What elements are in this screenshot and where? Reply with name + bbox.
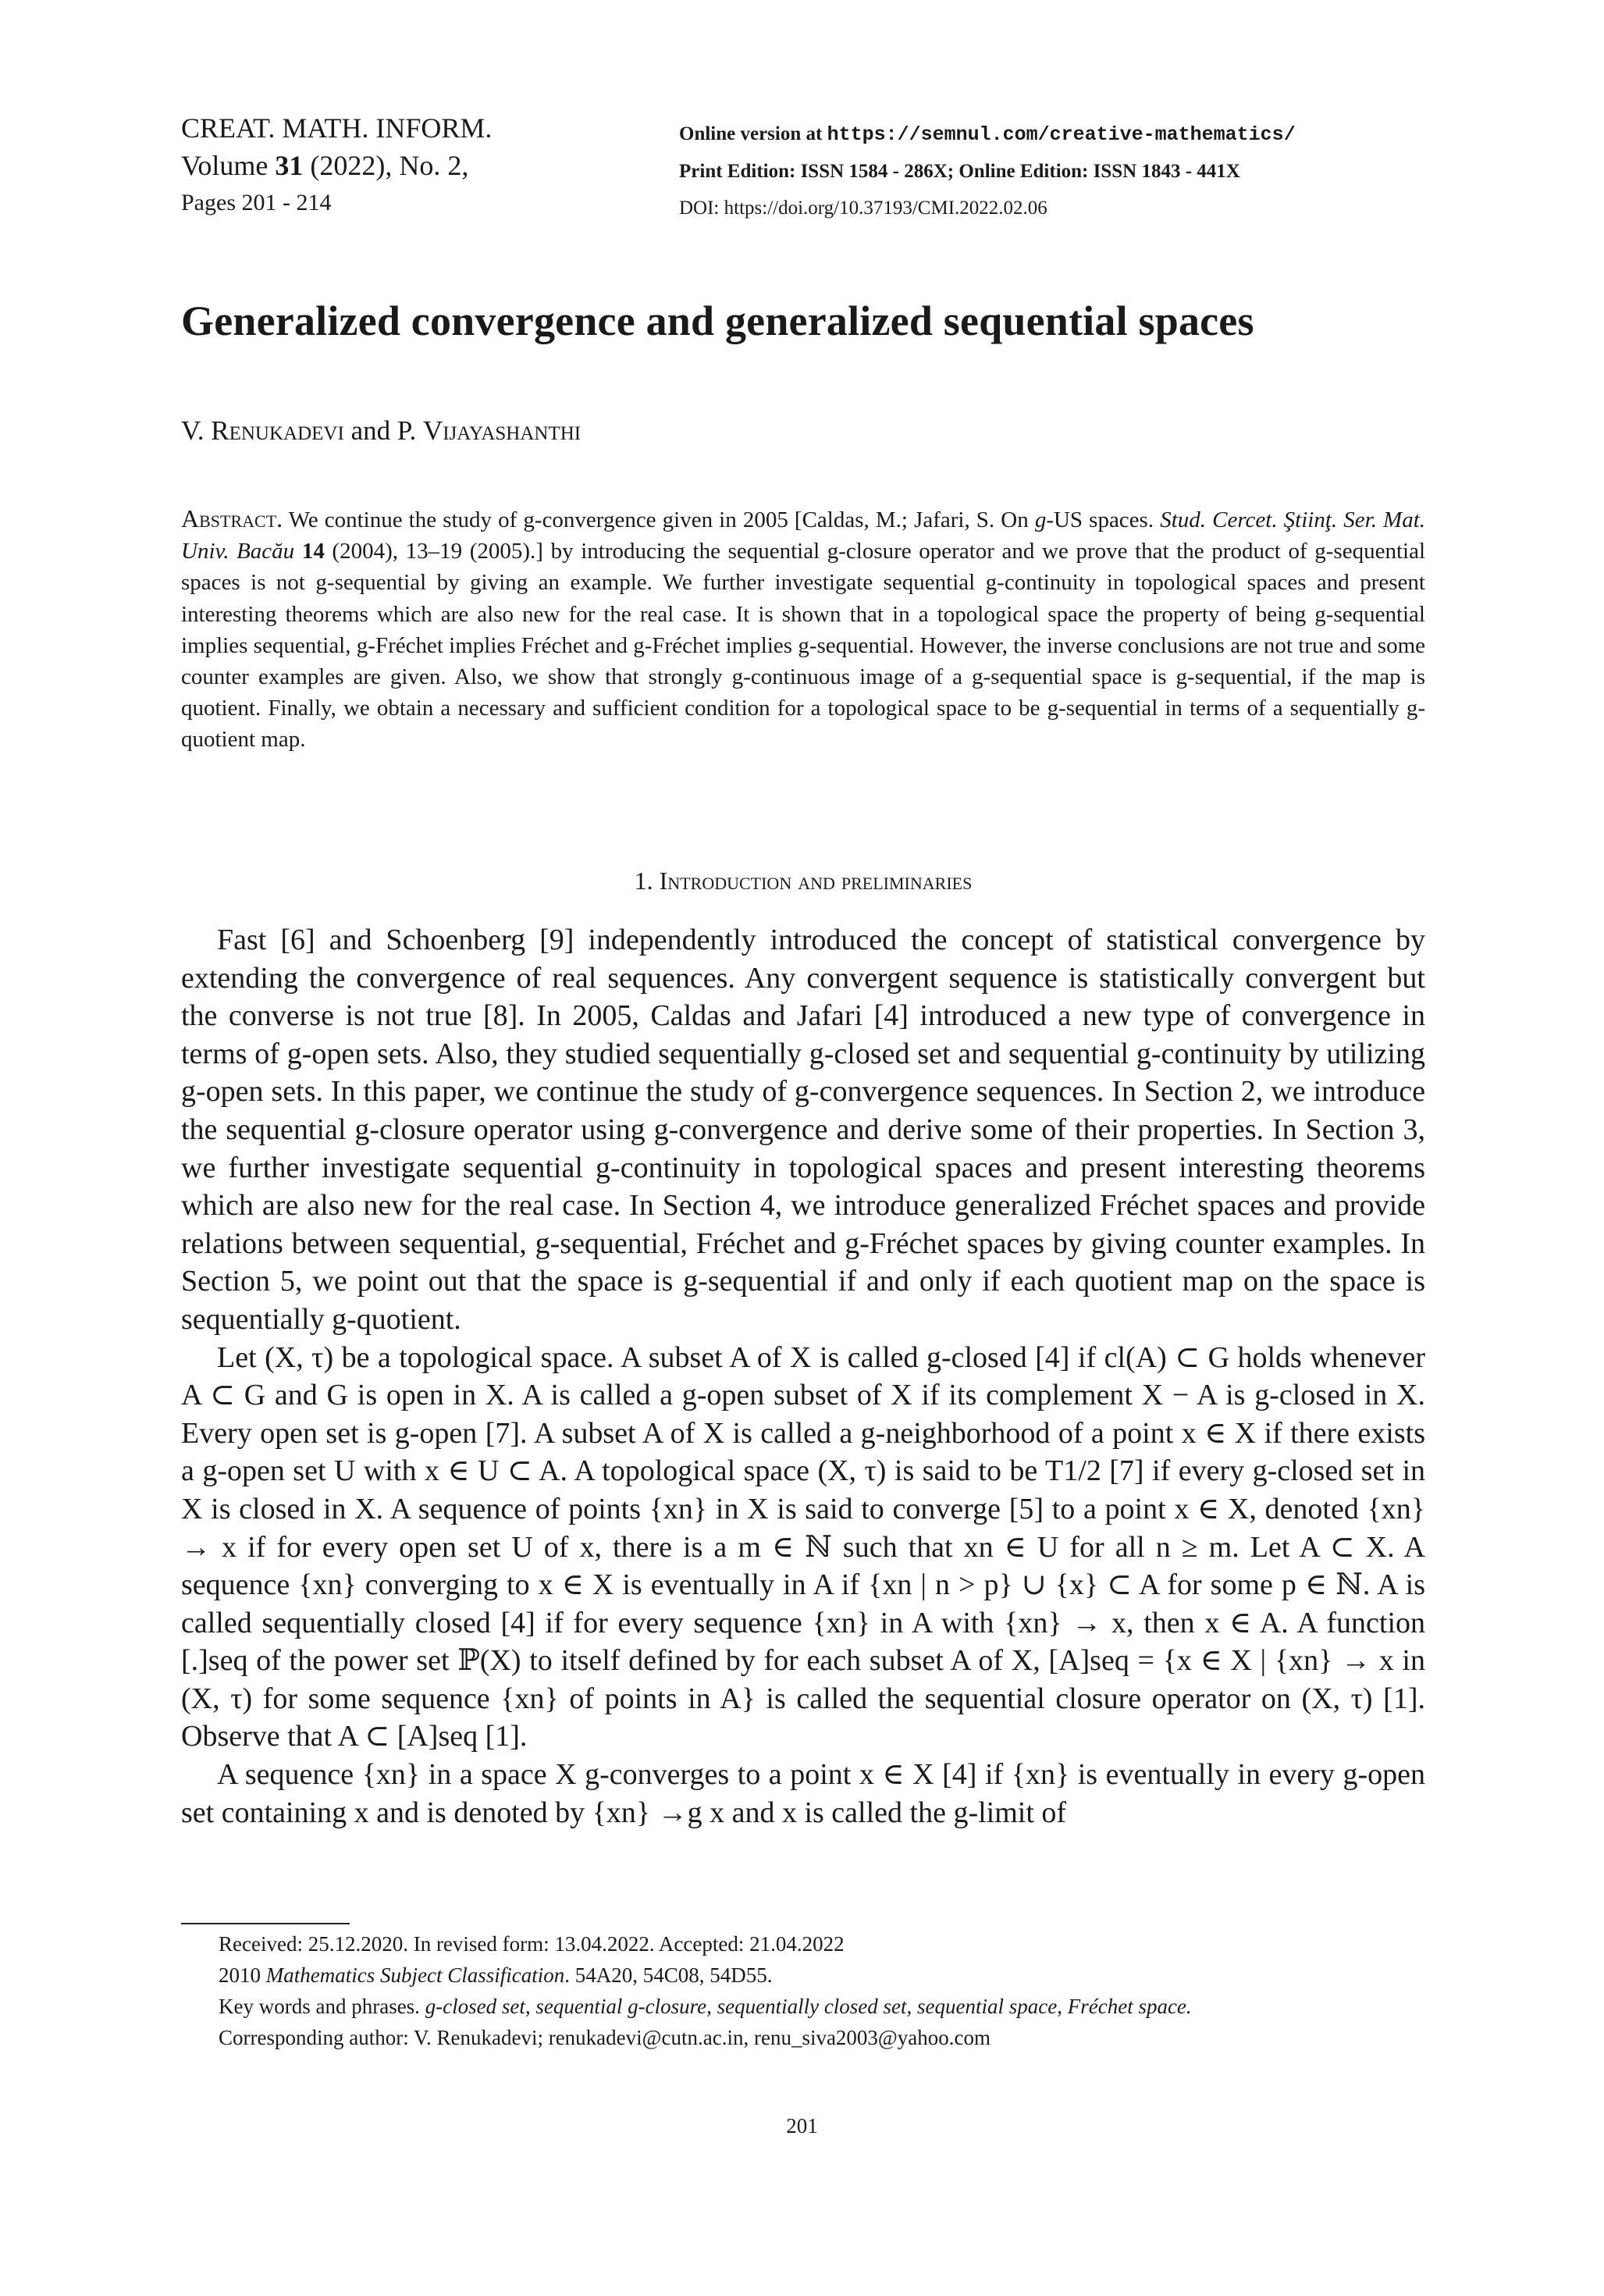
doi-line[interactable]: DOI: https://doi.org/10.37193/CMI.2022.02.06 [679,198,1047,219]
paragraph-1: Fast [6] and Schoenberg [9] independently introduced the concept of statistical convergence by extending the convergence of real sequences. Any convergent sequence is statistically convergent but the converse is not true [8]. In 2005, Caldas and Jafari [4] introduced a new type of convergence in terms of g-open sets. Also, they studied sequentially g-closed set and sequential g-continuity by utilizing g-open sets. In this paper, we continue the study of g-convergence sequences. In Section 2, we introduce the sequential g-closure operator using g-convergence and derive some of their properties. In Section 3, we further investigate sequential g-continuity in topological spaces and present interesting theorems which are also new for the real case. In Section 4, we introduce generalized Fréchet spaces and provide relations between sequential, g-sequential, Fréchet and g-Fréchet spaces by giving counter examples. In Section 5, we point out that the space is g-sequential if and only if each quotient map on the space is sequentially g-quotient. [181,924,1425,1336]
body-text [181,921,1425,1831]
paragraph-3: A sequence {xn} in a space X g-converges to a point x ∈ X [4] if {xn} is eventually in every g-open set containing x and is denoted by {xn} →g x and x is called the g-limit of [181,1758,1425,1829]
journal-volume: Volume 31 (2022), No. 2, [181,150,469,181]
issn-line: Print Edition: ISSN 1584 - 286X; Online Edition: ISSN 1843 - 441X [679,161,1240,182]
corresponding-author: Corresponding author: V. Renukadevi; renukadevi@cutn.ac.in, renu_siva2003@yahoo.com [219,2026,991,2049]
author-line: V. Renukadevi and P. Vijayashanthi [181,415,581,446]
journal-pages: Pages 201 - 214 [181,190,332,215]
footnotes [219,1928,1436,2053]
journal-reference: Stud. Cercet. Ştiinţ. Ser. Mat. Univ. Bacău [181,507,1426,564]
online-version: Online version at https://semnul.com/creative-mathematics/ [679,123,1296,146]
footnote-divider [181,1923,350,1924]
keywords: Key words and phrases. g-closed set, sequential g-closure, sequentially closed set, sequential space, Fréchet space. [219,1995,1192,2018]
msc-classification: 2010 Mathematics Subject Classification. 54A20, 54C08, 54D55. [219,1963,773,1987]
online-url-link[interactable]: https://semnul.com/creative-mathematics/ [827,123,1296,146]
abstract: Abstract. We continue the study of g-convergence given in 2005 [Caldas, M.; Jafari, S. On g-US spaces. Stud. Cercet. Ştiinţ. Ser. Mat. Univ. Bacău 14 (2004), 13–19 (2005).] by introducing the sequential g-closure operator and we prove that the product of g-sequential spaces is not g-sequential by giving an example. We further investigate sequential g-continuity in topological spaces and present interesting theorems which are also new for the real case. It is shown that in a topological space the property of being g-sequential implies sequential, g-Fréchet implies Fréchet and g-Fréchet implies g-sequential. However, the inverse conclusions are not true and some counter examples are given. Also, we show that strongly g-continuous image of a g-sequential space is g-sequential, if the map is quotient. Finally, we obtain a necessary and sufficient condition for a topological space to be g-sequential in terms of a sequentially g-quotient map. [181,504,1426,753]
section-heading: 1. Introduction and preliminaries [634,867,973,895]
abstract-label: Abstract. [181,504,283,532]
publication-info [679,116,1460,226]
section-title: Introduction and preliminaries [659,867,973,895]
journal-header [181,109,618,222]
journal-name: CREAT. MATH. INFORM. [181,112,493,144]
page-number: 201 [786,2114,818,2138]
received-dates: Received: 25.12.2020. In revised form: 13.04.2022. Accepted: 21.04.2022 [219,1932,845,1956]
paper-title: Generalized convergence and generalized sequential spaces [181,297,1254,344]
volume-number: 31 [275,150,304,181]
author-1: Renukadevi [211,415,344,446]
author-2: Vijayashanthi [422,415,581,446]
paragraph-2: Let (X, τ) be a topological space. A subset A of X is called g-closed [4] if cl(A) ⊂ G holds whenever A ⊂ G and G is open in X. A is called a g-open subset of X if its complement X − A is g-closed in X. Every open set is g-open [7]. A subset A of X is called a g-neighborhood of a point x ∈ X if there exists a g-open set U with x ∈ U ⊂ A. A topological space (X, τ) is said to be T1/2 [7] if every g-closed set in X is closed in X. A sequence of points {xn} in X is said to converge [5] to a point x ∈ X, denoted {xn} → x if for every open set U of x, there is a m ∈ ℕ such that xn ∈ U for all n ≥ m. Let A ⊂ X. A sequence {xn} converging to x ∈ X is eventually in A if {xn | n > p} ∪ {x} ⊂ A for some p ∈ ℕ. A is called sequentially closed [4] if for every sequence {xn} in A with {xn} → x, then x ∈ A. A function [.]seq of the power set ℙ(X) to itself defined by for each subset A of X, [A]seq = {x ∈ X | {xn} → x in (X, τ) for some sequence {xn} of points in A} is called the sequential closure operator on (X, τ) [1]. Observe that A ⊂ [A]seq [1]. [181,1340,1425,1753]
